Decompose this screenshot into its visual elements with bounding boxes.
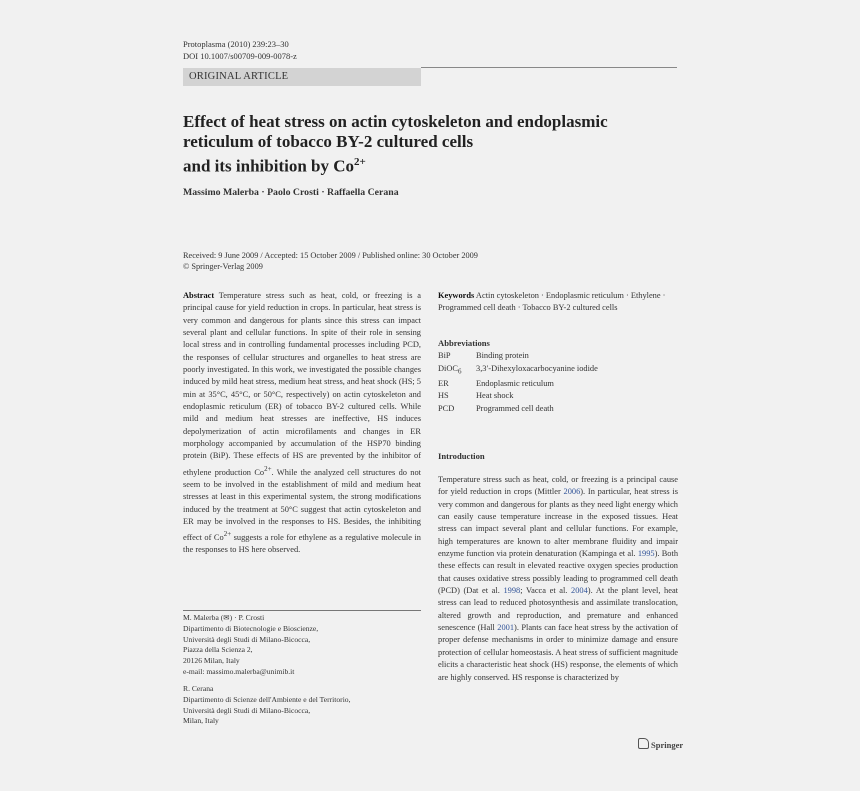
springer-horse-icon bbox=[638, 738, 649, 749]
email-link[interactable]: e-mail: massimo.malerba@unimib.it bbox=[183, 666, 295, 676]
publication-dates bbox=[183, 250, 478, 272]
title-line-3: and its inhibition by $Co^{2+}$ bbox=[183, 156, 366, 176]
abbreviation-row: BiP Binding protein bbox=[438, 351, 529, 360]
publisher-name: Springer bbox=[651, 740, 684, 750]
citation-link[interactable]: 2004 bbox=[571, 586, 588, 596]
journal-citation bbox=[183, 38, 297, 62]
citation-link[interactable]: 1998 bbox=[503, 586, 521, 596]
keywords-label: Keywords bbox=[438, 291, 475, 300]
affiliation-1: M. Malerba (✉) · P. Crosti Dipartimento di Biotecnologie e Bioscienze, Università degli Studi di Milano-Bicocca, Piazza della Scienza 2, 20126 Milan, Italy e-mail: massimo.malerba@unimib.it bbox=[183, 613, 319, 676]
citation-link[interactable]: 2001 bbox=[497, 623, 515, 633]
article-type-label: ORIGINAL ARTICLE bbox=[189, 71, 289, 82]
abstract-label: Abstract bbox=[183, 291, 215, 300]
citation-link[interactable]: 2006 bbox=[563, 487, 581, 497]
introduction-heading: Introduction bbox=[438, 451, 485, 461]
dates-line: Received: 9 June 2009 / Accepted: 15 October 2009 / Published online: 30 October 2009 bbox=[183, 251, 478, 260]
footnote-rule bbox=[183, 610, 421, 611]
introduction-text: Temperature stress such as heat, cold, or freezing is a principal cause for yield reduction in crops (Mittler 2006). In particular, heat stress is very common and dangerous for plants as they need light energy which can easily cause temperature increase in the exposed tissues. Heat stress can impact several plant and cellular functions. For example, high temperatures are known to alter membrane fluidity and impair enzyme function via protein denaturation (Kampinga et al. 1995). Both these effects can result in elevated reactive oxygen species production that causes oxidative stress possibly leading to programmed cell death (PCD) (Dat et al. 1998; Vacca et al. 2004). At the plant level, heat stress can lead to reduced photosynthesis and assimilate translocation, altered growth and reproduction, and premature and enhanced senescence (Hall 2001). Plants can face heat stress by the activation of proper defense mechanisms in order to minimize damage and ensure protection of cellular homeostasis. A heat stress of sufficient magnitude elicits a characteristic heat shock (HS) response, the elements of which are highly conserved. HS response is characterized by bbox=[438, 475, 679, 682]
abbreviation-row: ER Endoplasmic reticulum bbox=[438, 378, 554, 388]
author-list: Massimo Malerba · Paolo Crosti · Raffaella Cerana bbox=[183, 187, 399, 198]
keywords-text: Actin cytoskeleton · Endoplasmic reticulum · Ethylene · Programmed cell death · Tobacco BY-2 cultured cells bbox=[438, 291, 666, 313]
abstract-block: Abstract Temperature stress such as heat, cold, or freezing is a principal cause for yield reduction in crops. In particular, heat stress is very common and dangerous for plants since this stress can impact several plant and cellular functions. In spite of their role in sensing local stress and in controlling fundamental processes including PCD, the responses of cellular structures and organelles to heat stress are poorly investigated. In this work, we investigated the possible changes induced by mild heat stress, medium heat stress, and heat shock (HS; 5 min at 35°C, 45°C, or 50°C, respectively) on actin cytoskeleton and endoplasmic reticulum (ER) of tobacco BY-2 cultured cells. While mild and medium heat stresses are ineffective, HS induces depolymerization of actin microfilaments and changes in ER morphology accompanied by accumulation of the HSP70 binding protein (BiP). These effects of HS are prevented by the inhibitor of ethylene production $Co^{2+}$. While the analyzed cell structures do not seem to be involved in the establishment of mild and medium heat stresses at least in this experimental system, the strong modifications induced by the treatment at 50°C suggest that actin cytoskeleton and ER may be involved in the responses to HS. Besides, the inhibiting effect of $Co^{2+}$ suggests a role for ethylene as a regulative molecule in the responses to HS here observed. bbox=[183, 291, 421, 555]
abbreviations-table bbox=[438, 350, 598, 416]
abbreviation-row: PCD Programmed cell death bbox=[438, 404, 554, 414]
copyright-line: © Springer-Verlag 2009 bbox=[183, 262, 263, 271]
journal-line: Protoplasma (2010) 239:23–30 bbox=[183, 39, 289, 49]
title-superscript: 2+ bbox=[354, 156, 366, 168]
abbreviation-row: HS Heat shock bbox=[438, 391, 514, 401]
title-line-1: Effect of heat stress on actin cytoskeleton and endoplasmic bbox=[183, 112, 608, 131]
abbreviation-row: DiOC$_6$ 3,3′-Dihexyloxacarbocyanine iodide bbox=[438, 363, 598, 376]
header-rule bbox=[421, 67, 677, 68]
abbreviations-heading: Abbreviations bbox=[438, 338, 490, 348]
article-type-banner bbox=[183, 68, 421, 86]
keywords-block bbox=[438, 290, 678, 315]
publisher-logo bbox=[638, 738, 683, 750]
doi-line: DOI 10.1007/s00709-009-0078-z bbox=[183, 51, 297, 61]
affiliation-2: R. Cerana Dipartimento di Scienze dell'Ambiente e del Territorio, Università degli Studi di Milano-Bicocca, Milan, Italy bbox=[183, 684, 351, 726]
citation-link[interactable]: 1995 bbox=[637, 549, 655, 559]
article-title bbox=[183, 112, 663, 177]
title-line-2: reticulum of tobacco BY-2 cultured cells bbox=[183, 132, 474, 151]
